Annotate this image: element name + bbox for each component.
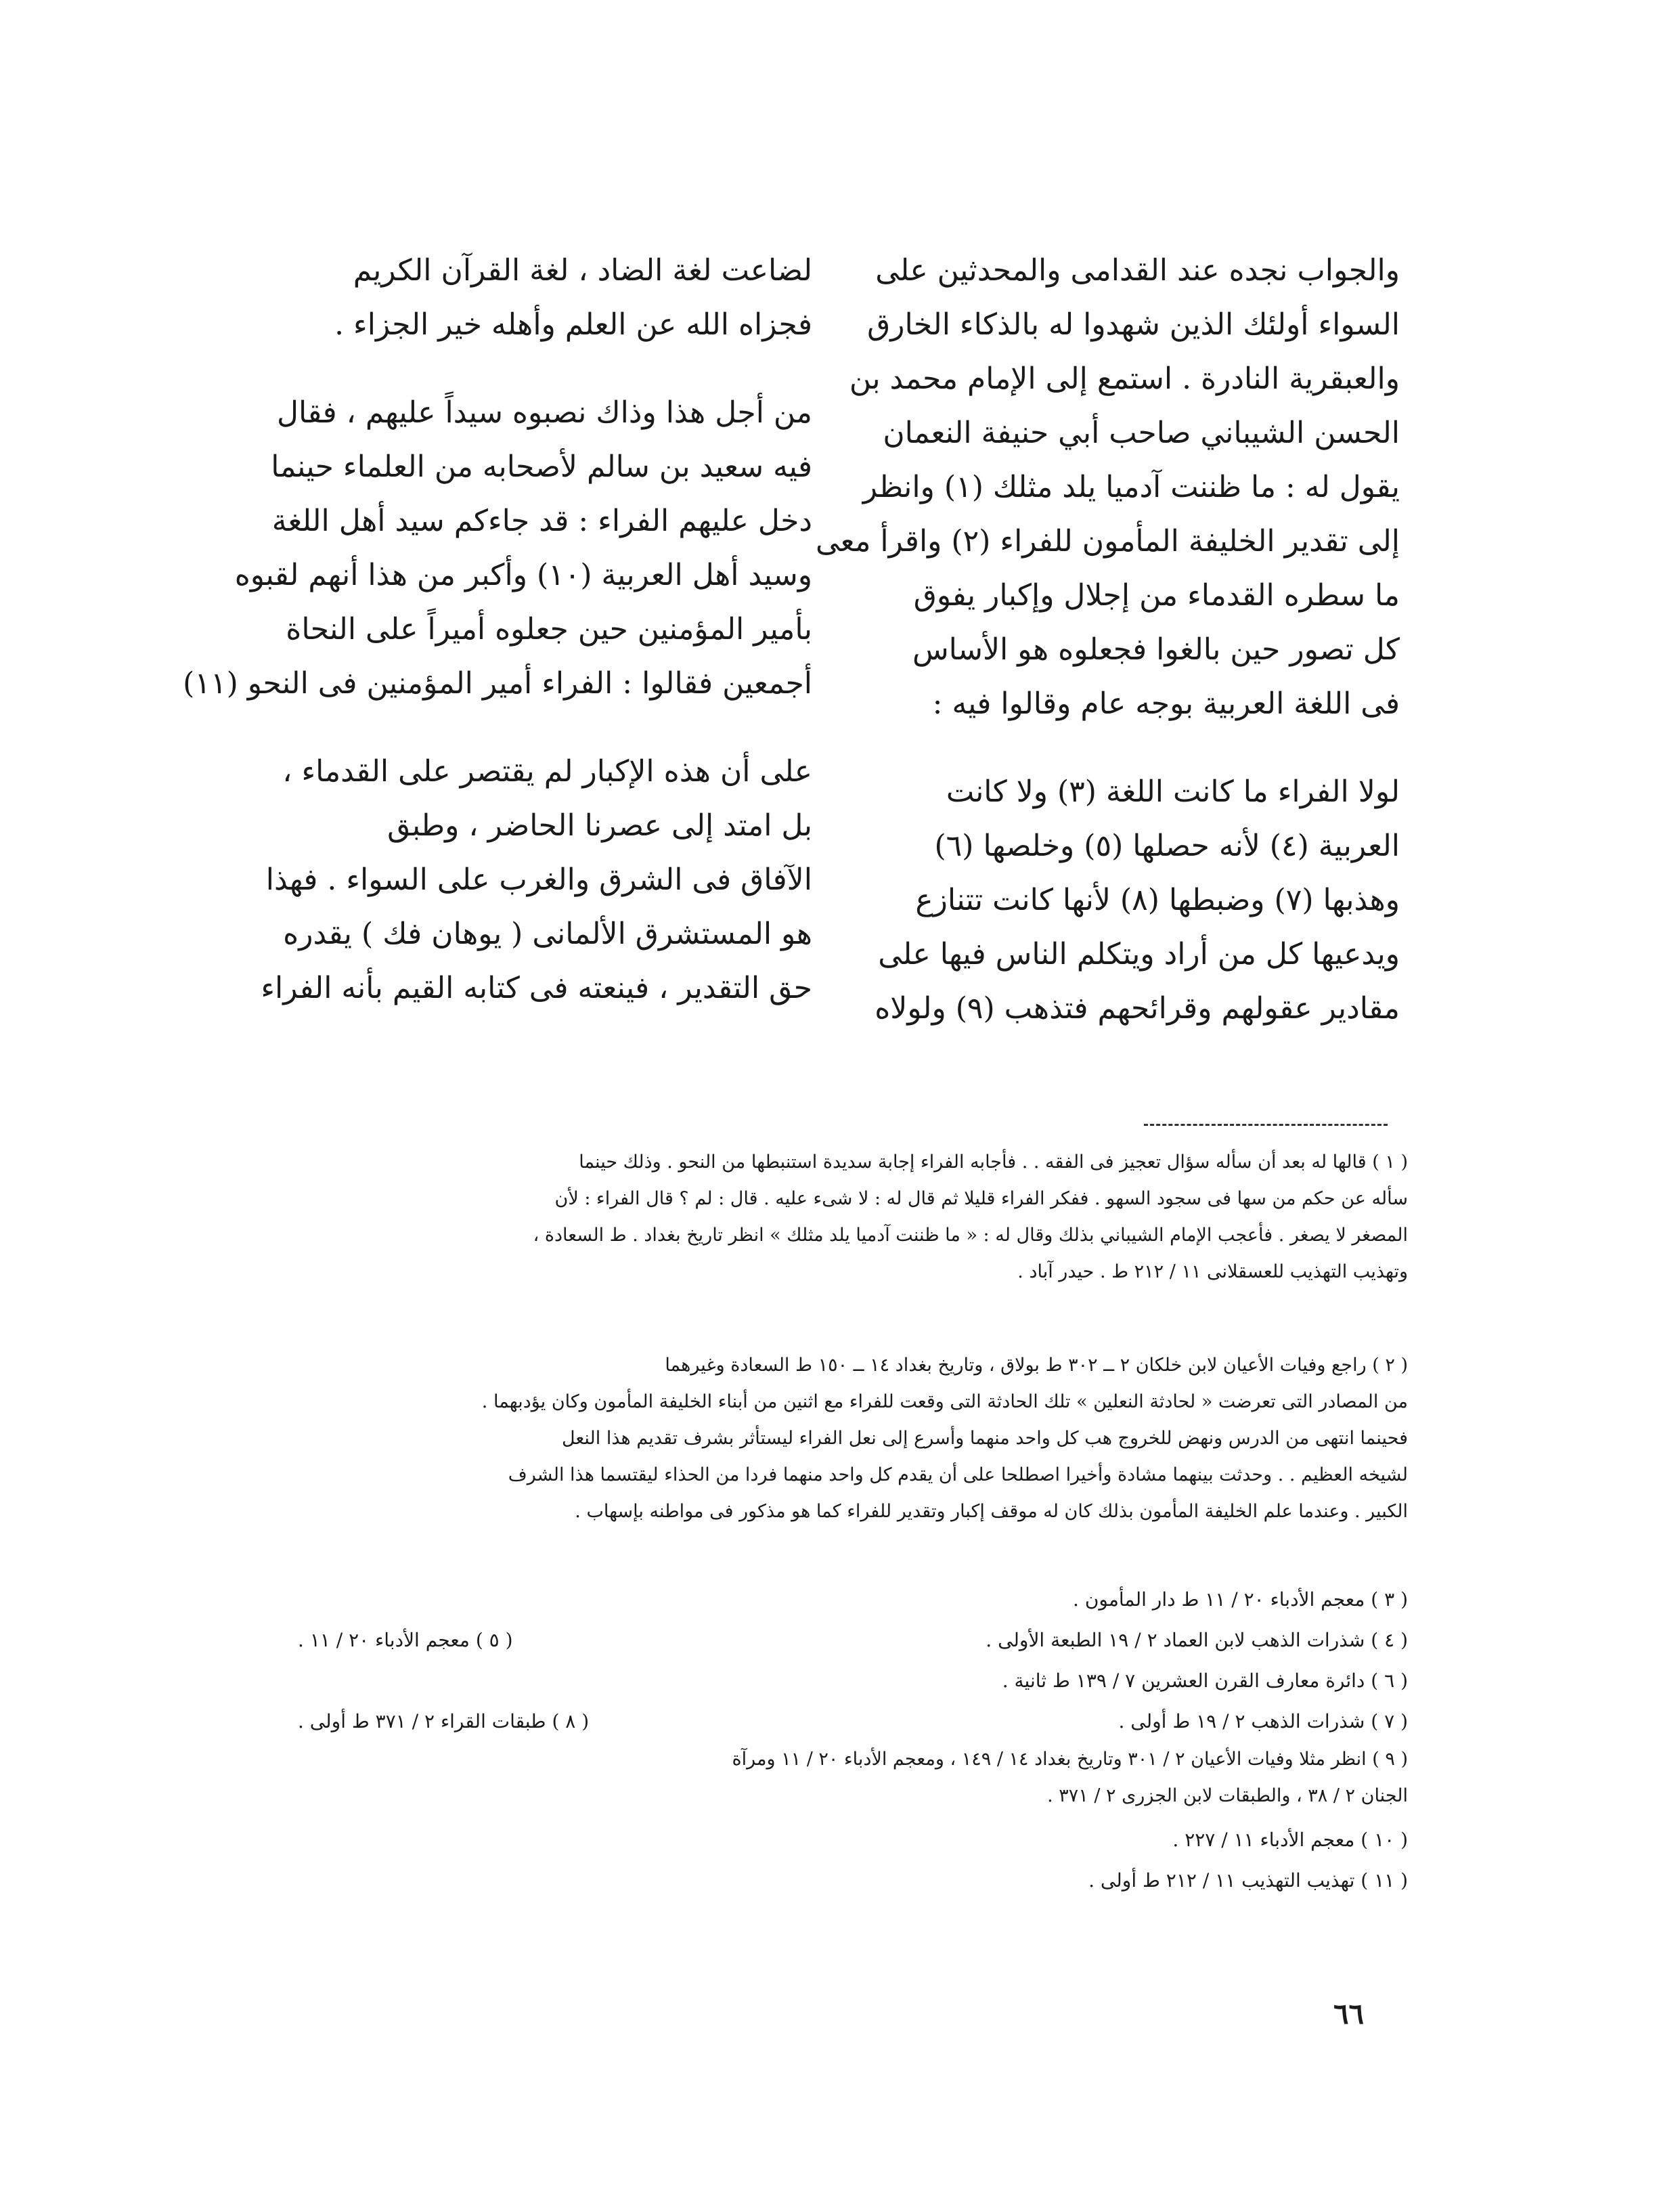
text-line: بأمير المؤمنين حين جعلوه أميراً على النحاة [286, 612, 812, 647]
footnote-line: ( ١ ) قالها له بعد أن سأله سؤال تعجيز فى الفقه . . فأجابه الفراء إجابة سديدة استنبطها من النحو . وذلك حينما [579, 1152, 1408, 1173]
text-line: على أن هذه الإكبار لم يقتصر على القدماء ، [282, 754, 812, 789]
footnote-3 [271, 1581, 1408, 1619]
footnote-separator [1144, 1124, 1388, 1126]
footnote-9 [271, 1741, 1408, 1814]
footnote-line: وتهذيب التهذيب للعسقلانى ١١ / ٢١٢ ط . حيدر آباد . [1017, 1261, 1408, 1282]
text-line: الحسن الشيباني صاحب أبي حنيفة النعمان [883, 416, 1400, 450]
text-line: فيه سعيد بن سالم لأصحابه من العلماء حينما [271, 450, 812, 484]
footnote-line: لشيخه العظيم . . وحدثت بينهما مشادة وأخيرا اصطلحا على أن يقدم كل واحد منهما فردا من الحذاء ليقتسما هذا الشرف [508, 1464, 1408, 1485]
footnote-text: ( ٣ ) معجم الأدباء ٢٠ / ١١ ط دار المأمون . [1073, 1588, 1408, 1611]
footnote-2 [271, 1347, 1408, 1530]
footnote-5: ( ٥ ) معجم الأدباء ٢٠ / ١١ . [298, 1629, 513, 1651]
text-line: وهذبها (٧) وضبطها (٨) لأنها كانت تتنازع [915, 883, 1400, 917]
footnote-line: ( ٩ ) انظر مثلا وفيات الأعيان ٢ / ٣٠١ وتاريخ بغداد ١٤ / ١٤٩ ، ومعجم الأدباء ٢٠ / ١١ ومرآة [732, 1749, 1408, 1770]
footnote-10 [271, 1821, 1408, 1859]
text-line: بل امتد إلى عصرنا الحاضر ، وطبق [387, 808, 812, 843]
text-line: دخل عليهم الفراء : قد جاءكم سيد أهل اللغة [271, 504, 812, 538]
footnote-line: الجنان ٢ / ٣٨ ، والطبقات لابن الجزرى ٢ / ٣٧١ . [1047, 1785, 1408, 1806]
text-line: الآفاق فى الشرق والغرب على السواء . فهذا [265, 863, 812, 897]
footnote-row-7-8 [271, 1703, 1408, 1741]
text-line: فجزاه الله عن العلم وأهله خير الجزاء . [334, 307, 812, 342]
text-line: يقول له : ما ظننت آدميا يلد مثلك (١) وانظر [862, 470, 1400, 504]
text-line: والعبقرية النادرة . استمع إلى الإمام محمد بن [849, 362, 1400, 396]
right-paragraph-2 [858, 765, 1400, 1036]
right-paragraph-1 [815, 244, 1400, 731]
footnote-text: ( ١٠ ) معجم الأدباء ١١ / ٢٢٧ . [1172, 1829, 1408, 1851]
left-paragraph-1 [271, 244, 812, 352]
footnote-line: الكبير . وعندما علم الخليفة المأمون بذلك كان له موقف إكبار وتقدير للفراء كما هو مذكور فى مواطنه بإسهاب . [575, 1501, 1408, 1522]
footnote-1 [271, 1144, 1408, 1290]
footnote-line: ( ٢ ) راجع وفيات الأعيان لابن خلكان ٢ ــ ٣٠٢ ط بولاق ، وتاريخ بغداد ١٤ ــ ١٥٠ ط السعادة وغيرهما [665, 1355, 1408, 1376]
text-line: ويدعيها كل من أراد ويتكلم الناس فيها على [878, 937, 1400, 971]
text-line: هو المستشرق الألمانى ( يوهان فك ) يقدره [283, 917, 812, 951]
text-line: لضاعت لغة الضاد ، لغة القرآن الكريم [353, 253, 812, 288]
left-paragraph-3 [261, 745, 812, 1016]
text-line: وسيد أهل العربية (١٠) وأكبر من هذا أنهم لقبوه [234, 558, 812, 592]
text-line: لولا الفراء ما كانت اللغة (٣) ولا كانت [946, 774, 1400, 809]
footnote-6 [271, 1662, 1408, 1700]
footnote-line: فحينما انتهى من الدرس ونهض للخروج هب كل واحد منهما وأسرع إلى نعل الفراء ليستأثر بشرف تقديم هذا النعل [561, 1428, 1408, 1449]
text-line: مقادير عقولهم وقرائحهم فتذهب (٩) ولولاه [875, 991, 1400, 1026]
left-column [183, 244, 812, 1049]
text-line: ما سطره القدماء من إجلال وإكبار يفوق [913, 578, 1400, 613]
text-line: حق التقدير ، فينعته فى كتابه القيم بأنه الفراء [261, 971, 812, 1005]
footnote-8: ( ٨ ) طبقات القراء ٢ / ٣٧١ ط أولى . [298, 1710, 590, 1732]
footnote-11 [271, 1862, 1408, 1900]
text-line: السواء أولئك الذين شهدوا له بالذكاء الخارق [867, 307, 1400, 342]
footnote-line: المصغر لا يصغر . فأعجب الإمام الشيباني بذلك وقال له : « ما ظننت آدميا يلد مثلك » انظر تاريخ بغداد . ط السعادة ، [533, 1225, 1408, 1246]
text-line: كل تصور حين بالغوا فجعلوه هو الأساس [912, 632, 1400, 667]
text-line: من أجل هذا وذاك نصبوه سيداً عليهم ، فقال [276, 395, 812, 430]
footnote-4: ( ٤ ) شذرات الذهب لابن العماد ٢ / ١٩ الطبعة الأولى . [986, 1629, 1408, 1651]
left-paragraph-2 [183, 386, 812, 711]
text-line: إلى تقدير الخليفة المأمون للفراء (٢) واقرأ معى [815, 524, 1400, 559]
footnote-line: سأله عن حكم من سها فى سجود السهو . ففكر الفراء قليلا ثم قال له : لا شىء عليه . قال : لم ؟ قال الفراء : لأن [554, 1188, 1408, 1209]
page-number: ٦٦ [1333, 1997, 1365, 2030]
text-line: العربية (٤) لأنه حصلها (٥) وخلصها (٦) [934, 829, 1400, 863]
footnote-7: ( ٧ ) شذرات الذهب ٢ / ١٩ ط أولى . [1118, 1710, 1408, 1732]
text-line: أجمعين فقالوا : الفراء أمير المؤمنين فى النحو (١١) [183, 666, 812, 701]
footnote-row-4-5 [271, 1621, 1408, 1659]
footnote-text: ( ٦ ) دائرة معارف القرن العشرين ٧ / ١٣٩ ط ثانية . [1002, 1669, 1408, 1692]
right-column [815, 244, 1400, 1070]
text-line: والجواب نجده عند القدامى والمحدثين على [875, 253, 1400, 288]
text-line: فى اللغة العربية بوجه عام وقالوا فيه : [932, 686, 1400, 721]
footnote-line: من المصادر التى تعرضت « لحادثة النعلين » تلك الحادثة التى وقعت للفراء مع اثنين من أبناء الخليفة المأمون وكان يؤدبهما . [481, 1391, 1408, 1412]
footnote-text: ( ١١ ) تهذيب التهذيب ١١ / ٢١٢ ط أولى . [1088, 1869, 1408, 1892]
